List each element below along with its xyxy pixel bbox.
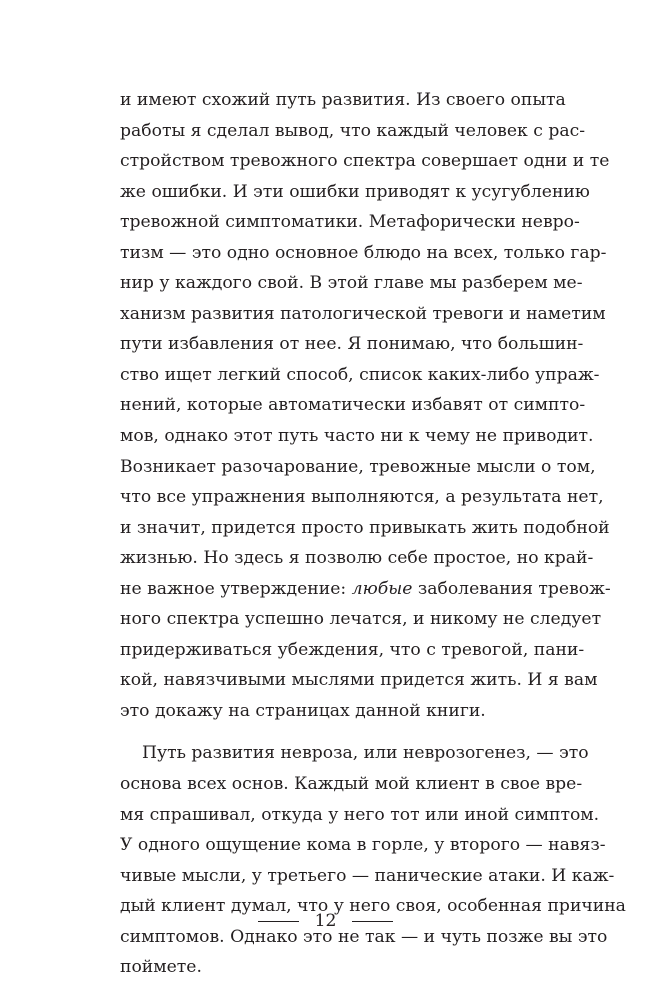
- text-line: ного спектра успешно лечатся, и никому не следует: [120, 609, 602, 630]
- text-line: ханизм развития патологической тревоги и наметим: [120, 303, 606, 324]
- paragraph-2: [120, 738, 626, 982]
- text-line-with-emphasis: [120, 574, 611, 605]
- text-line: Путь развития невроза, или неврозогенез, — это: [142, 743, 589, 764]
- text-line: нир у каждого свой. В этой главе мы разберем ме-: [120, 273, 583, 294]
- page-footer: [0, 907, 651, 935]
- body-text: [120, 85, 626, 983]
- text-line: это докажу на страницах данной книги.: [120, 700, 486, 721]
- text-line: и имеют схожий путь развития. Из своего опыта: [120, 90, 566, 110]
- text-segment: не важное утверждение:: [120, 578, 352, 599]
- text-line: кой, навязчивыми мыслями придется жить. И я вам: [120, 670, 598, 691]
- emphasized-word: любые: [351, 578, 413, 599]
- text-line: придерживаться убеждения, что с тревогой, пани-: [120, 639, 585, 660]
- text-line: поймете.: [120, 957, 202, 978]
- text-line: работы я сделал вывод, что каждый человек с рас-: [120, 120, 586, 141]
- text-line: нений, которые автоматически избавят от симпто-: [120, 395, 586, 416]
- footer-rule-right: [352, 921, 393, 922]
- text-line: У одного ощущение кома в горле, у второго — навяз-: [120, 835, 606, 856]
- page-number: 12: [314, 911, 337, 931]
- text-line: пути избавления от нее. Я понимаю, что большин-: [120, 334, 584, 355]
- text-line: Возникает разочарование, тревожные мысли о том,: [120, 456, 596, 477]
- text-line: мя спрашивал, откуда у него тот или иной симптом.: [120, 804, 600, 825]
- text-line: чивые мысли, у третьего — панические атаки. И каж-: [120, 865, 615, 886]
- text-line: стройством тревожного спектра совершает одни и те: [120, 151, 610, 172]
- text-line: симптомов. Однако это не так — и чуть позже вы это: [120, 926, 608, 947]
- paragraph-1: [120, 85, 611, 726]
- text-line: жизнью. Но здесь я позволю себе простое, но край-: [120, 548, 594, 569]
- text-line: тизм — это одно основное блюдо на всех, только гар-: [120, 242, 607, 263]
- text-line: ство ищет легкий способ, список каких-либо упраж-: [120, 364, 600, 385]
- text-line: тревожной симптоматики. Метафорически невро-: [120, 212, 580, 233]
- paragraph-gap: [120, 726, 532, 738]
- text-segment: заболевания тревож-: [412, 578, 611, 599]
- text-line: мов, однако этот путь часто ни к чему не приводит.: [120, 426, 594, 447]
- footer-rule-left: [258, 921, 299, 922]
- text-line: дый клиент думал, что у него своя, особенная причина: [120, 896, 626, 917]
- text-line: основа всех основ. Каждый мой клиент в свое вре-: [120, 774, 583, 795]
- text-line: же ошибки. И эти ошибки приводят к усугублению: [120, 181, 590, 202]
- text-line: и значит, придется просто привыкать жить подобной: [120, 517, 610, 538]
- text-line: что все упражнения выполняются, а результата нет,: [120, 487, 604, 508]
